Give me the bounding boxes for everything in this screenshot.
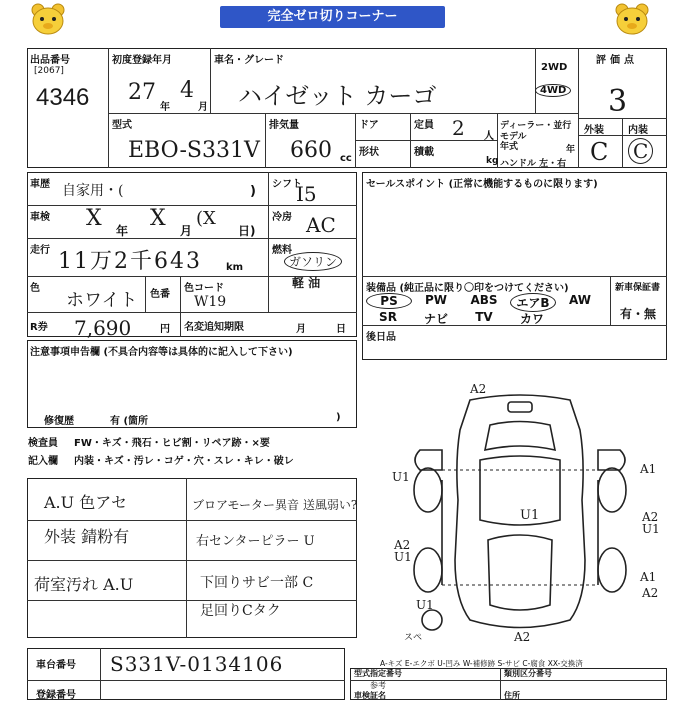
mark-left-rear-u1: U1 xyxy=(416,598,434,612)
mark-right-a2: A2 xyxy=(642,510,659,524)
mark-rear-a2: A2 xyxy=(514,630,531,644)
displacement-value: 660 xyxy=(290,138,332,163)
history-label: 車歴 xyxy=(30,179,50,190)
mark-right-rear-a1: A1 xyxy=(640,570,657,584)
repair-label: 修復歴 xyxy=(44,416,74,427)
inspection-day: (X xyxy=(196,208,216,229)
name-change-day: 日 xyxy=(336,324,346,335)
drive-2wd: 2WD xyxy=(541,62,568,73)
mileage-unit: km xyxy=(226,262,244,273)
drive-4wd: 4WD xyxy=(535,84,571,97)
displacement-label: 排気量 xyxy=(269,120,299,131)
equipment-item-row2-2: TV xyxy=(475,310,493,324)
recycle-label: R券 xyxy=(30,322,48,333)
rating-int-value: C xyxy=(628,138,653,164)
name-change-label: 名変追知期限 xyxy=(184,322,244,333)
history-value: 自家用・( xyxy=(62,183,124,199)
inspection-month-unit: 月 xyxy=(180,224,193,238)
capacity-label: 定員 xyxy=(414,120,434,131)
mark-left-a2: A2 xyxy=(394,538,411,552)
history-close: ) xyxy=(250,184,256,199)
ac-value: AC xyxy=(306,213,336,237)
first-reg-year-unit: 年 xyxy=(160,102,170,113)
rating-ext-label: 外装 xyxy=(584,125,604,136)
dealer-text: ディーラー・並行 xyxy=(500,121,572,131)
color-code-number-label: 色番 xyxy=(150,289,170,300)
inspector-row2-label: 記入欄 xyxy=(28,456,58,467)
chassis-value: S331V-0134106 xyxy=(110,652,284,676)
equipment-item-row1-1: PW xyxy=(424,293,448,307)
model-name-value: ハイゼット カーゴ xyxy=(238,82,437,110)
mark-left-u1: U1 xyxy=(392,470,410,484)
inspector-row1-items: FW・キズ・飛石・ヒビ割・リペア跡・×要 xyxy=(74,438,270,449)
mark-front-a2: A2 xyxy=(470,382,487,396)
bottom-table-row3b: 住所 xyxy=(504,691,520,700)
mark-center-u1: U1 xyxy=(520,508,540,523)
warranty-label: 新車保証書 xyxy=(615,283,661,293)
remark-right-4: 足回りCタク xyxy=(200,603,281,619)
rating-int-label: 内装 xyxy=(628,125,648,136)
mark-right-rear-a2: A2 xyxy=(642,586,659,600)
sales-point-label: セールスポイント (正常に機能するものに限ります) xyxy=(366,179,598,190)
load-label: 積載 xyxy=(414,147,434,158)
mascot-right-icon xyxy=(612,2,652,36)
body-shape-label: 形状 xyxy=(359,147,379,158)
name-change-month: 月 xyxy=(296,324,306,335)
first-reg-month-unit: 月 xyxy=(198,102,208,113)
lot-label: 出品番号 xyxy=(30,55,70,66)
rating-label: 評価点 xyxy=(596,55,638,66)
rating-value: 3 xyxy=(608,84,628,119)
equipment-item-row1-3: エアB xyxy=(510,293,556,312)
remark-left-2: 外装 錆粉有 xyxy=(44,527,130,546)
notes-label: 注意事項申告欄 (不具合内容等は具体的に記入して下さい) xyxy=(30,347,293,358)
equipment-item-row2-0: SR xyxy=(379,310,397,324)
registration-label: 登録番号 xyxy=(36,690,76,701)
lot-sub: [2067] xyxy=(34,66,64,76)
equipment-item-row2-1: ナビ xyxy=(423,312,448,326)
displacement-unit: cc xyxy=(340,153,352,164)
model-code-value: EBO-S331V xyxy=(128,138,260,163)
recycle-unit: 円 xyxy=(160,324,170,335)
inspector-row1-label: 検査員 xyxy=(28,438,58,449)
repair-value: 有 (箇所 xyxy=(110,416,149,427)
mileage-label: 走行 xyxy=(30,245,50,256)
recycle-value: 7,690 xyxy=(74,316,132,340)
repair-close: ) xyxy=(336,412,341,423)
equipment-item-row1-2: ABS xyxy=(470,293,498,307)
mascot-left-icon xyxy=(28,2,68,36)
ac-label: 冷房 xyxy=(272,212,292,223)
spare-label: スペ xyxy=(404,633,423,643)
capacity-unit: 人 xyxy=(484,131,494,142)
shift-value: I5 xyxy=(296,182,317,206)
lot-number: 4346 xyxy=(36,84,90,111)
equipment-item-row1-4: AW xyxy=(569,293,591,307)
mark-left-u1-2: U1 xyxy=(394,550,412,564)
remark-left-3: 荷室汚れ A.U xyxy=(34,575,134,594)
equipment-item-row1-0: PS xyxy=(366,293,412,309)
mileage-value: 11万2千643 xyxy=(58,249,202,274)
model-year-unit: 年 xyxy=(566,145,576,155)
color-code-value: W19 xyxy=(194,294,227,310)
bottom-table-row1b: 類別区分番号 xyxy=(504,669,552,678)
model-code-label: 型式 xyxy=(112,120,132,131)
first-reg-label: 初度登録年月 xyxy=(112,55,172,66)
first-reg-year: 27 xyxy=(128,80,156,105)
diagram-legend: A-キズ E-エクボ U-凹み W-補修跡 S-サビ C-腐食 XX-交換済 xyxy=(380,659,583,668)
first-reg-month: 4 xyxy=(180,78,194,103)
bottom-table-row2: 参考 xyxy=(370,681,386,690)
remark-right-2: 右センターピラー U xyxy=(196,534,315,549)
bottom-table-row3: 車検証名 xyxy=(354,691,386,700)
mark-right-front-a1: A1 xyxy=(640,462,657,476)
inspection-label: 車検 xyxy=(30,212,50,223)
after-inspection-label: 後日品 xyxy=(366,332,396,343)
inspection-year: X xyxy=(86,206,102,231)
color-label: 色 xyxy=(30,283,40,294)
inspection-month: X xyxy=(150,206,166,231)
color-code-label: 色コード xyxy=(184,283,224,294)
capacity-value: 2 xyxy=(452,116,465,140)
chassis-label: 車台番号 xyxy=(36,660,76,671)
remark-right-3: 下回りサビ一部 C xyxy=(200,575,314,591)
color-value: ホワイト xyxy=(66,290,138,311)
rating-ext-value: C xyxy=(590,138,609,166)
sheet-frame-mid-right xyxy=(362,172,667,360)
remark-left-1: A.U 色アセ xyxy=(44,493,128,512)
header-banner: 完全ゼロ切りコーナー xyxy=(220,6,445,28)
warranty-value: 有・無 xyxy=(620,307,657,321)
remark-right-1: ブロアモーター異音 送風弱い? xyxy=(192,498,358,512)
inspection-year-unit: 年 xyxy=(116,224,129,238)
mark-right-u1: U1 xyxy=(642,522,660,536)
model-year-label: モデル年式 xyxy=(500,132,527,152)
bottom-table-row1: 型式指定番号 xyxy=(354,669,402,678)
fuel-alt: 軽 油 xyxy=(292,276,321,290)
fuel-value: ガソリン xyxy=(284,252,342,271)
equipment-label: 装備品 (純正品に限り〇印をつけてください) xyxy=(366,283,569,294)
shift-label: シフト xyxy=(272,179,302,190)
fuel-label: 燃料 xyxy=(272,245,292,256)
inspector-row2-items: 内装・キズ・汚レ・コゲ・穴・スレ・キレ・破レ xyxy=(74,456,294,467)
load-unit: kg xyxy=(486,156,499,166)
model-name-label: 車名・グレード xyxy=(214,55,284,66)
handle-text: ハンドル 左・右 xyxy=(500,159,567,169)
inspection-day-unit: 日) xyxy=(238,224,256,238)
doors-label: ドア xyxy=(359,120,379,131)
equipment-item-row2-3: カワ xyxy=(519,312,544,326)
